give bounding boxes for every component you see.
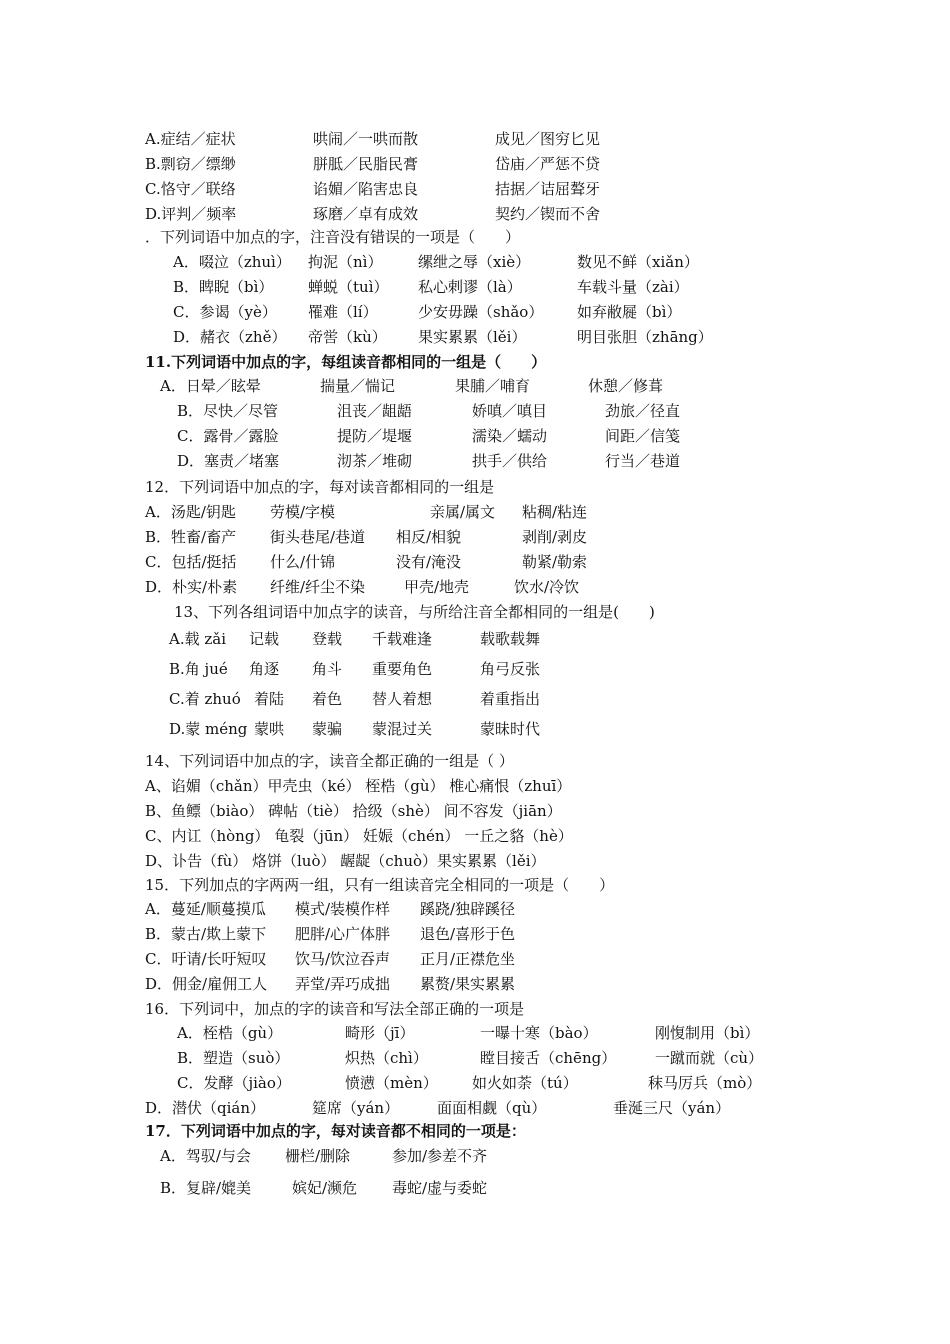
q12-cell: 什么/什锦 (270, 553, 336, 571)
q16-cell: 一蹴而就（cù） (655, 1049, 764, 1067)
q10-cell: 少安毋躁（shǎo） (418, 303, 544, 321)
q12-cell: 勒紧/勒索 (522, 553, 588, 571)
q10pre-cell: 成见／图穷匕见 (495, 130, 601, 148)
q12-cell: B．牲畜/畜产 (145, 528, 237, 546)
q15-cell: 蹊跷/独辟蹊径 (420, 900, 516, 918)
q12-cell: 街头巷尾/巷道 (270, 528, 366, 546)
q12-cell: 劳模/字模 (270, 503, 336, 521)
q11-cell: 提防／堤堰 (337, 427, 413, 445)
q13-cell: 着重指出 (480, 690, 541, 708)
q16-cell: 一曝十寒（bào） (480, 1024, 598, 1042)
q13-cell: 替人着想 (372, 690, 433, 708)
q10pre-cell: C.恪守／联络 (145, 180, 236, 198)
q17-cell: 17．下列词语中加点的字，每对读音都不相同的一项是： (145, 1122, 526, 1140)
q17-cell: 毒蛇/虚与委蛇 (392, 1179, 488, 1197)
q10-cell: C．参谒（yè） (173, 303, 277, 321)
q13-cell: 蒙哄 (254, 720, 285, 738)
q14-cell: C、内讧（hòng） 龟裂（jūn） 妊娠（chén） 一丘之貉（hè） (145, 827, 573, 845)
q13-cell: 载歌载舞 (480, 630, 541, 648)
q13-cell: 蒙骗 (312, 720, 343, 738)
q10-cell: 果实累累（lěi） (418, 328, 527, 346)
q15-cell: 饮马/饮泣吞声 (295, 950, 391, 968)
q13-cell: 13、下列各组词语中加点字的读音，与所给注音全都相同的一组是( ) (174, 603, 655, 621)
q16-cell: B．塑造（suò） (177, 1049, 290, 1067)
q12-cell: 相反/相貌 (396, 528, 462, 546)
q10-cell: B．睥睨（bì） (173, 278, 274, 296)
q16-cell: 垂涎三尺（yán） (613, 1099, 731, 1117)
q10-cell: 蝉蜕（tuì） (308, 278, 389, 296)
q17-cell: B．复辟/媲美 (160, 1179, 252, 1197)
q13-cell: 角斗 (312, 660, 343, 678)
q13-cell: 记载 (249, 630, 280, 648)
q16-cell: 秣马厉兵（mò） (648, 1074, 762, 1092)
q11-cell: 11.下列词语中加点的字，每组读音都相同的一组是（ ） (145, 353, 547, 371)
q10pre-cell: B.剽窃／缥缈 (145, 155, 236, 173)
q13-cell: 千载难逢 (372, 630, 433, 648)
q15-cell: 退色/喜形于色 (420, 925, 516, 943)
q12-cell: 饮水/冷饮 (514, 578, 580, 596)
q12-cell: 12．下列词语中加点的字，每对读音都相同的一组是 (145, 478, 495, 496)
q10-cell: 车载斗量（zài） (577, 278, 689, 296)
q11-cell: 休憩／修葺 (588, 377, 664, 395)
q11-cell: 濡染／蠕动 (472, 427, 548, 445)
q16-cell: D．潜伏（qián） (145, 1099, 266, 1117)
q17-cell: 栅栏/删除 (285, 1147, 351, 1165)
q15-cell: 模式/装模作样 (295, 900, 391, 918)
q11-cell: 沏茶／堆砌 (337, 452, 413, 470)
q16-cell: 瞠目接舌（chēng） (480, 1049, 617, 1067)
q17-cell: 嫔妃/濒危 (292, 1179, 358, 1197)
q11-cell: 行当／巷道 (605, 452, 681, 470)
q12-cell: A．汤匙/钥匙 (145, 503, 236, 521)
q12-cell: 粘稠/粘连 (522, 503, 588, 521)
q10-cell: 罹难（lí） (308, 303, 378, 321)
q11-cell: 娇嗔／嗔目 (472, 402, 548, 420)
q13-cell: 蒙混过关 (372, 720, 433, 738)
q11-cell: A．日晕／眩晕 (160, 377, 261, 395)
q16-cell: 愤懑（mèn） (345, 1074, 438, 1092)
q17-cell: A．驾驭/与会 (160, 1147, 251, 1165)
q13-cell: D.蒙 méng (169, 720, 248, 738)
q16-cell: 面面相觑（qù） (437, 1099, 547, 1117)
q13-cell: 重要角色 (372, 660, 433, 678)
q16-cell: A．桎梏（gù） (177, 1024, 283, 1042)
q10pre-cell: 琢磨／卓有成效 (313, 205, 419, 223)
q12-cell: 纤维/纤尘不染 (270, 578, 366, 596)
q11-cell: 劲旅／径直 (605, 402, 681, 420)
q15-cell: B．蒙古/欺上蒙下 (145, 925, 267, 943)
q11-cell: 揣量／惴记 (320, 377, 396, 395)
q14-cell: D、讣告（fù） 烙饼（luò） 龌龊（chuò）果实累累（lěi） (145, 852, 546, 870)
q14-cell: 14、下列词语中加点的字，读音全都正确的一组是（ ） (145, 752, 514, 770)
q15-cell: 肥胖/心广体胖 (295, 925, 391, 943)
q10-cell: 帝喾（kù） (308, 328, 387, 346)
q10pre-cell: A.症结／症状 (145, 130, 236, 148)
q11-cell: 拱手／供给 (472, 452, 548, 470)
q11-cell: 沮丧／龃龉 (337, 402, 413, 420)
q10-cell: 明目张胆（zhāng） (577, 328, 713, 346)
q10-cell: 如弃敝屣（bì） (577, 303, 682, 321)
q12-cell: 没有/淹没 (396, 553, 462, 571)
q11-cell: B．尽快／尽管 (177, 402, 279, 420)
q15-cell: 正月/正襟危坐 (420, 950, 516, 968)
q13-cell: 角逐 (249, 660, 280, 678)
q12-cell: D．朴实/朴素 (145, 578, 238, 596)
q10-cell: 拘泥（nì） (308, 253, 383, 271)
q10pre-cell: 契约／锲而不舍 (495, 205, 601, 223)
q15-cell: 弄堂/弄巧成拙 (295, 975, 391, 993)
q13-cell: 着色 (312, 690, 343, 708)
q10pre-cell: 哄闹／一哄而散 (313, 130, 419, 148)
q10pre-cell: D.评判／频率 (145, 205, 237, 223)
q12-cell: 剥削/剥皮 (522, 528, 588, 546)
q15-cell: 累赘/果实累累 (420, 975, 516, 993)
q13-cell: 登载 (312, 630, 343, 648)
q13-cell: 着陆 (254, 690, 285, 708)
q11-cell: D．塞责／堵塞 (177, 452, 280, 470)
q12-cell: 亲属/属文 (430, 503, 496, 521)
q16-cell: 16．下列词中，加点的字的读音和写法全部正确的一项是 (145, 1000, 525, 1018)
q16-cell: 筵席（yán） (312, 1099, 400, 1117)
q10-cell: ．下列词语中加点的字，注音没有错误的一项是（ ） (145, 228, 521, 246)
q15-cell: C．吁请/长吁短叹 (145, 950, 267, 968)
q10-cell: D．赭衣（zhě） (173, 328, 287, 346)
q16-cell: 如火如荼（tú） (472, 1074, 578, 1092)
q10-cell: A．啜泣（zhuì） (173, 253, 291, 271)
q12-cell: 甲壳/地壳 (404, 578, 470, 596)
q16-cell: 刚愎制用（bì） (655, 1024, 760, 1042)
q11-cell: 间距／信笺 (605, 427, 681, 445)
q10-cell: 数见不鲜（xiǎn） (577, 253, 699, 271)
q16-cell: C．发酵（jiào） (177, 1074, 291, 1092)
q15-cell: D．佣金/雇佣工人 (145, 975, 268, 993)
q13-cell: B.角 jué (169, 660, 228, 678)
q12-cell: C．包括/挺括 (145, 553, 237, 571)
q16-cell: 畸形（jī） (345, 1024, 415, 1042)
q13-cell: A.载 zǎi (169, 630, 227, 648)
q14-cell: A、谄媚（chǎn）甲壳虫（ké） 桎梏（gù） 椎心痛恨（zhuī） (145, 777, 572, 795)
q13-cell: C.着 zhuó (169, 690, 241, 708)
q13-cell: 蒙昧时代 (480, 720, 541, 738)
q10pre-cell: 谄媚／陷害忠良 (313, 180, 419, 198)
q16-cell: 炽热（chì） (345, 1049, 428, 1067)
q10-cell: 私心剌谬（là） (418, 278, 522, 296)
q15-cell: A．蔓延/顺蔓摸瓜 (145, 900, 266, 918)
q11-cell: C．露骨／露脸 (177, 427, 279, 445)
q13-cell: 角弓反张 (480, 660, 541, 678)
q10-cell: 缧绁之辱（xiè） (418, 253, 531, 271)
q14-cell: B、鱼鳔（biào） 碑帖（tiè） 拾级（shè） 间不容发（jiān） (145, 802, 562, 820)
q15-cell: 15．下列加点的字两两一组，只有一组读音完全相同的一项是（ ） (145, 876, 615, 894)
q11-cell: 果脯／哺育 (455, 377, 531, 395)
q10pre-cell: 拮据／诘屈聱牙 (495, 180, 601, 198)
q10pre-cell: 岱庙／严惩不贷 (495, 155, 601, 173)
q17-cell: 参加/参差不齐 (392, 1147, 488, 1165)
q10pre-cell: 胼胝／民脂民膏 (313, 155, 419, 173)
